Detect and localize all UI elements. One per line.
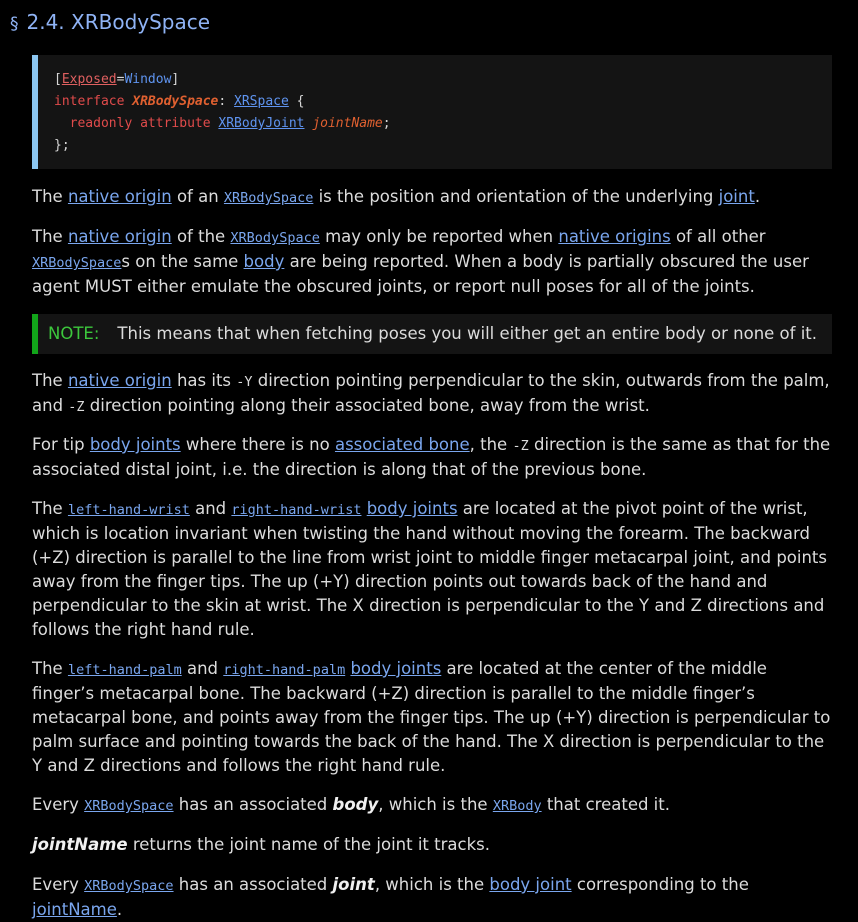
paragraph-tip-joints [32,433,832,482]
text: The [32,227,68,246]
text: are located at the pivot point of the wrist, which is location invariant when twisting the hand without moving the forearm. The backward (+Z) direction is parallel to the line from wrist joint to middle finger metacarpal joint, and points away from the finger tips. The up (+Y) direction points out towards back of the hand and perpendicular to the skin at wrist. The X direction is perpendicular to the Y and Z directions and follows the right hand rule. [32,499,827,639]
text: s on the same [121,252,244,271]
text: . [116,900,123,919]
jointname-definition: jointName [32,835,128,854]
idl-parent-link[interactable]: XRSpace [234,94,289,109]
text: and [189,499,232,518]
text: are located at the center of the middle finger’s metacarpal bone. The backward (+Z) direction is parallel to the middle finger’s metacarpal bone, and points away from the finger tips. The up (+Y) direction is perpendicular to palm surface and pointing towards the back of the hand. The X direction is perpendicular to the Y and Z directions and follows the right hand rule. [32,659,831,775]
body-link[interactable]: body [243,252,285,271]
text: of an [171,187,224,206]
idl-interface-keyword: interface [54,94,125,109]
text: has an associated [173,795,333,814]
idl-line-exposed [54,69,832,91]
native-origins-link[interactable]: native origins [558,227,671,246]
text: has its [171,371,237,390]
text: The [32,371,68,390]
idl-bracket: [ [54,72,62,87]
native-origin-link[interactable]: native origin [67,371,172,390]
code-neg-z: -Z [512,438,529,454]
body-joints-link[interactable]: body joints [350,659,442,678]
paragraph-jointname [32,833,832,857]
idl-brace-open: { [296,94,305,109]
text: and [181,659,224,678]
idl-line-close [54,135,832,157]
idl-exposed-link[interactable]: Exposed [61,72,117,87]
note-box [32,314,832,354]
idl-line-attribute [54,113,832,135]
idl-attr-name[interactable]: jointName [312,116,383,131]
text: direction pointing perpendicular to the skin, outwards from the palm, and [32,371,830,415]
native-origin-link[interactable]: native origin [67,227,172,246]
paragraph-native-origin [32,185,832,210]
text: , which is the [378,795,493,814]
paragraph-joint-def [32,873,832,922]
paragraph-wrist [32,497,832,642]
idl-readonly-keyword: readonly [69,116,133,131]
idl-code-block [32,55,832,169]
text: direction is the same as that for the associated distal joint, i.e. the direction is along that of the previous bone. [32,435,831,479]
text: returns the joint name of the joint it tracks. [127,835,490,854]
xrbodyspace-link[interactable]: XRBodySpace [84,878,174,894]
xrbody-link[interactable]: XRBody [492,798,542,814]
text: of all other [670,227,766,246]
jointname-link[interactable]: jointName [32,900,117,919]
body-joints-link[interactable]: body joints [366,499,458,518]
paragraph-reporting [32,225,832,299]
body-joint-link[interactable]: body joint [489,875,572,894]
text: that created it. [541,795,670,814]
note-label: NOTE: [48,324,100,343]
text: , which is the [374,875,490,894]
text: The [32,187,68,206]
idl-line-interface [54,91,832,113]
section-heading [10,8,210,36]
text: . [754,187,761,206]
code-neg-z: -Z [68,399,85,415]
paragraph-palm [32,657,832,778]
paragraph-body-def [32,793,832,818]
text: Every [32,795,85,814]
text: For tip [32,435,90,454]
text: corresponding to the [571,875,749,894]
idl-bracket-close: ] [171,72,180,87]
xrbodyspace-link[interactable]: XRBodySpace [32,255,122,271]
idl-brace-close: }; [54,138,70,153]
text: , the [469,435,513,454]
idl-interface-name: XRBodySpace [132,94,219,109]
text: Every [32,875,85,894]
native-origin-link[interactable]: native origin [67,187,172,206]
left-hand-palm-link[interactable]: left-hand-palm [67,662,182,678]
section-anchor-link[interactable]: § [10,14,19,34]
text: The [32,499,68,518]
xrbodyspace-link[interactable]: XRBodySpace [84,798,174,814]
idl-equals: = [116,72,125,87]
xrbodyspace-link[interactable]: XRBodySpace [230,230,320,246]
associated-bone-link[interactable]: associated bone [334,435,470,454]
joint-link[interactable]: joint [718,187,755,206]
idl-attribute-keyword: attribute [140,116,211,131]
body-joints-link[interactable]: body joints [89,435,181,454]
xrbodyspace-link[interactable]: XRBodySpace [223,190,314,206]
text: The [32,659,68,678]
left-hand-wrist-link[interactable]: left-hand-wrist [67,502,190,518]
right-hand-wrist-link[interactable]: right-hand-wrist [231,502,362,518]
right-hand-palm-link[interactable]: right-hand-palm [223,662,346,678]
idl-semicolon: ; [382,116,391,131]
text: is the position and orientation of the underlying [313,187,719,206]
code-neg-y: -Y [236,374,253,390]
text: where there is no [180,435,335,454]
body-definition: body [332,795,379,814]
joint-definition: joint [332,875,375,894]
note-text: This means that when fetching poses you will either get an entire body or none of it. [117,324,817,343]
idl-attr-type-link[interactable]: XRBodyJoint [218,116,305,131]
text: has an associated [173,875,333,894]
text: of the [171,227,231,246]
idl-exposed-value: Window [124,72,172,87]
text: may only be reported when [319,227,559,246]
paragraph-direction [32,369,832,419]
text: are being reported. When a body is partially obscured the user agent MUST either emulate the obscured joints, or report null poses for all of the joints. [32,252,809,296]
idl-colon: : [218,94,227,109]
text: direction pointing along their associated bone, away from the wrist. [84,396,650,415]
section-title: 2.4. XRBodySpace [26,10,211,34]
